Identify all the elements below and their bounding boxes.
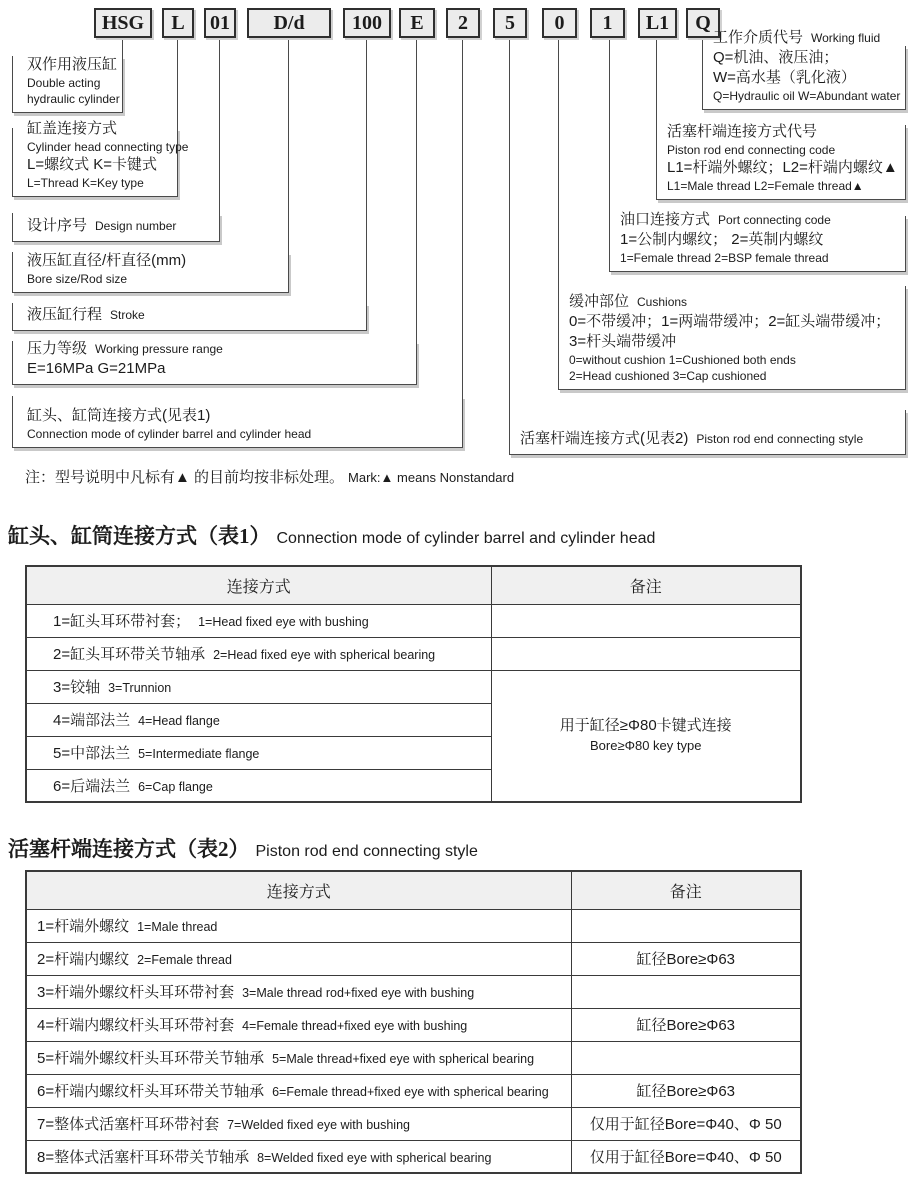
cell-remark: 缸径Bore≥Φ63 [571,1008,801,1041]
leader-line [288,40,289,252]
callout-text: L=Thread K=Key type [27,176,144,190]
callout-bore-rod-size [12,252,289,293]
code-box-barrel-connect: 2 [446,8,480,38]
cell-en: 2=Female thread [137,953,232,967]
cell-cn: 2=缸头耳环带关节轴承 [53,646,206,663]
cell-cn: 5=中部法兰 [53,745,131,762]
cell-remark: 仅用于缸径Bore=Φ40、Φ 50 [571,1140,801,1173]
leader-line [177,40,178,128]
callout-text: Q=机油、液压油； [713,49,839,66]
leader-line [558,40,559,286]
table-row [26,1041,801,1074]
callout-text: 缸头、缸筒连接方式(见表1) [27,407,211,424]
cell-remark [571,909,801,942]
code-box-rod-end-style: 5 [493,8,527,38]
cell-remark [571,975,801,1008]
callout-text: E=16MPa G=21MPa [27,360,166,377]
callout-text: L1=杆端外螺纹；L2=杆端内螺纹▲ [667,159,898,176]
note-en: Mark:▲ means Nonstandard [348,470,515,485]
table-row [26,1074,801,1107]
table2-rod-end-style [25,870,802,1174]
cell-en: 1=Head fixed eye with bushing [198,615,369,629]
table-row [26,1140,801,1173]
callout-text: Cushions [637,295,688,309]
cell-cn: 1=缸头耳环带衬套； [53,613,191,630]
callout-text: Stroke [110,308,145,322]
leader-line [366,40,367,303]
table2-header-remark: 备注 [571,871,801,909]
cell-en: 7=Welded fixed eye with bushing [227,1118,410,1132]
leader-line [609,40,610,216]
cell-en: 1=Male thread [137,920,218,934]
table1-barrel-head-connect [25,565,802,803]
cell-en: 5=Intermediate flange [138,747,260,761]
callout-text: Port connecting code [718,213,831,227]
callout-pressure-range [12,341,417,385]
leader-line [122,40,123,56]
callout-cushions [558,286,906,390]
code-box-design: 01 [204,8,236,38]
leader-line [416,40,417,341]
code-box-fluid: Q [686,8,720,38]
callout-double-acting [12,56,123,113]
cell-cn: 6=后端法兰 [53,777,131,795]
cell-en: 3=Trunnion [108,681,172,695]
cell-cn: 2=杆端内螺纹 [37,951,130,968]
table-row [26,637,801,670]
cell-en: 8=Welded fixed eye with spherical bearing [257,1150,492,1165]
callout-text: hydraulic cylinder [27,92,120,106]
nonstandard-note [25,466,514,487]
table-row [26,670,801,703]
table-header-row [26,871,801,909]
table-header-row [26,566,801,604]
callout-rod-end-code [656,125,906,200]
callout-text: 1=Female thread 2=BSP female thread [620,251,829,265]
callout-text: Q=Hydraulic oil W=Abundant water [713,89,901,103]
code-box-pressure: E [399,8,435,38]
cell-en: 4=Female thread+fixed eye with bushing [242,1019,468,1033]
leader-line [219,40,220,213]
callout-text: Design number [95,219,177,233]
callout-text: Cylinder head connecting type [27,140,189,154]
note-cn: 注：型号说明中凡标有▲ 的目前均按非标处理。 [25,469,345,486]
callout-text: Piston rod end connecting code [667,143,836,157]
callout-text: Working fluid [811,31,881,45]
callout-text: 压力等级 [27,340,88,357]
cell-en: 6=Female thread+fixed eye with spherical bearing [272,1085,549,1099]
callout-text: 工作介质代号 [713,29,804,46]
cell-remark: 缸径Bore≥Φ63 [571,1074,801,1107]
callout-text: Double acting [27,76,101,90]
callout-design-number [12,213,220,242]
callout-text: 1=公制内螺纹； 2=英制内螺纹 [620,231,824,248]
callout-text: 2=Head cushioned 3=Cap cushioned [569,369,767,383]
cell-cn: 7=整体式活塞杆耳环带衬套 [37,1116,220,1133]
cell-cn: 8=整体式活塞杆耳环带关节轴承 [37,1148,250,1166]
callout-text: 液压缸行程 [27,306,103,323]
table-row [26,1107,801,1140]
cell-cn: 6=杆端内螺纹杆头耳环带关节轴承 [37,1083,265,1100]
callout-text: 设计序号 [27,217,88,234]
callout-text: 0=without cushion 1=Cushioned both ends [569,353,796,367]
merged-remark-cn: 用于缸径≥Φ80卡键式连接 [559,716,732,734]
leader-line [509,40,510,410]
cell-cn: 5=杆端外螺纹杆头耳环带关节轴承 [37,1050,265,1067]
table-row [26,975,801,1008]
cell-cn: 3=铰轴 [53,679,101,696]
table-row [26,942,801,975]
callout-text: 活塞杆端连接方式代号 [667,123,818,140]
callout-text: Piston rod end connecting style [696,432,864,446]
cell-cn: 3=杆端外螺纹杆头耳环带衬套 [37,984,235,1001]
callout-text: L1=Male thread L2=Female thread▲ [667,179,864,193]
callout-rod-end-style [509,410,906,455]
callout-text: L=螺纹式 K=卡键式 [27,156,158,173]
table2-title-cn: 活塞杆端连接方式（表2） [8,837,250,861]
callout-text: 3=杆头端带缓冲 [569,333,677,350]
callout-text: Working pressure range [95,342,223,356]
cell-en: 4=Head flange [138,714,220,728]
table1-header-remark: 备注 [491,566,801,604]
table1-header-connect: 连接方式 [26,566,491,604]
callout-barrel-head-connect [12,396,463,448]
callout-text: 活塞杆端连接方式(见表2) [520,430,689,447]
table2-title-en: Piston rod end connecting style [255,843,478,860]
callout-text: 双作用液压缸 [27,56,118,73]
table1-title [8,520,655,550]
cell-en: 5=Male thread+fixed eye with spherical bearing [272,1052,535,1066]
cell-cn: 4=杆端内螺纹杆头耳环带衬套 [37,1017,235,1034]
table2-header-connect: 连接方式 [26,871,571,909]
table-row [26,909,801,942]
callout-text: 油口连接方式 [620,211,711,228]
callout-text: Connection mode of cylinder barrel and cylinder head [27,427,312,441]
cell-en: 6=Cap flange [138,779,213,794]
code-box-cushion: 0 [542,8,577,38]
table1-title-en: Connection mode of cylinder barrel and cylinder head [276,530,656,547]
leader-line [656,40,657,125]
code-box-port: 1 [590,8,625,38]
code-box-rod-end-code: L1 [638,8,677,38]
callout-text: 缓冲部位 [569,293,630,310]
leader-line [462,40,463,396]
code-box-bore-rod: D/d [247,8,331,38]
table-row [26,1008,801,1041]
callout-working-fluid [702,29,906,110]
callout-text: 液压缸直径/杆直径(mm) [27,252,187,269]
cell-remark: 缸径Bore≥Φ63 [571,942,801,975]
callout-text: 缸盖连接方式 [27,120,118,137]
code-box-series: HSG [94,8,152,38]
code-box-stroke: 100 [343,8,391,38]
callout-text: 0=不带缓冲；1=两端带缓冲；2=缸头端带缓冲； [569,313,891,330]
cell-remark: 仅用于缸径Bore=Φ40、Φ 50 [571,1107,801,1140]
table2-title [8,833,478,863]
cell-cn: 4=端部法兰 [53,712,131,729]
cell-remark [571,1041,801,1074]
cell-cn: 1=杆端外螺纹 [37,918,130,935]
table1-title-cn: 缸头、缸筒连接方式（表1） [8,524,271,548]
merged-remark-en: Bore≥Φ80 key type [590,737,702,753]
callout-head-connecting-type [12,120,189,197]
cell-remark [491,637,801,670]
cell-remark-merged [491,670,801,802]
table-row [26,604,801,637]
cell-remark [491,604,801,637]
callout-port-connect [609,211,906,272]
cell-en: 3=Male thread rod+fixed eye with bushing [242,986,475,1000]
callout-text: Bore size/Rod size [27,272,128,286]
cell-en: 2=Head fixed eye with spherical bearing [213,648,436,662]
callout-stroke [12,303,367,331]
code-box-head-type: L [162,8,194,38]
callout-text: W=高水基（乳化液） [713,69,856,86]
